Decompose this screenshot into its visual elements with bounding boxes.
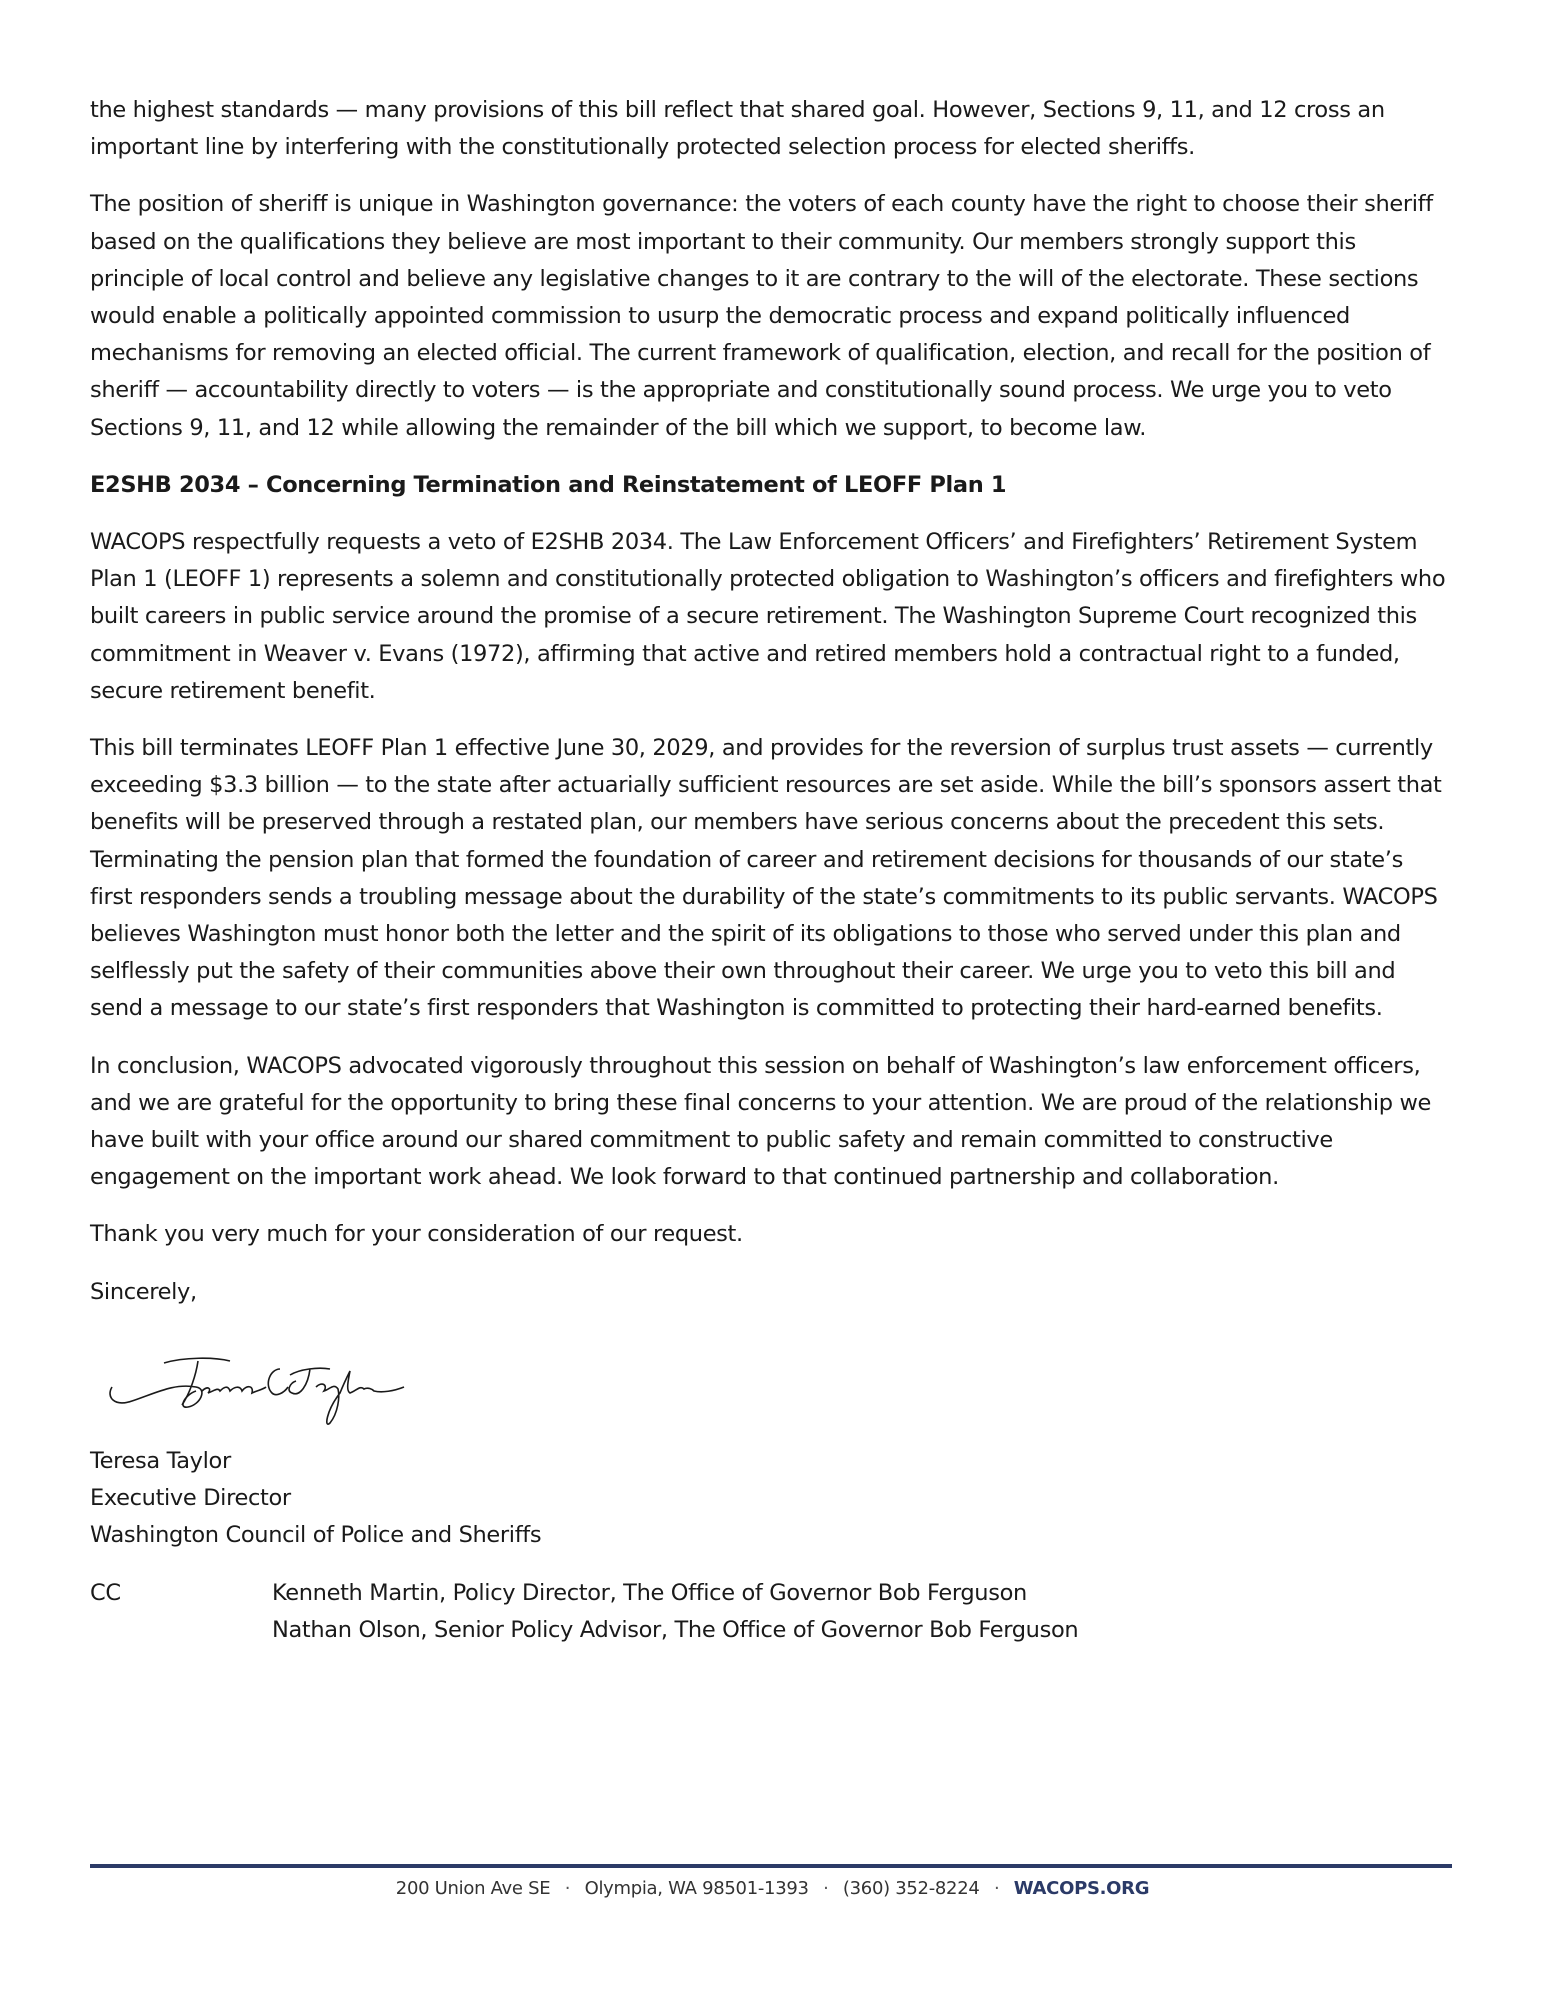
signer-title: Executive Director [90,1485,291,1512]
paragraph-sheriff-position: The position of sheriff is unique in Washington governance: the voters of each county have the right to choose their sheriff based on the qualifications they believe are most important to their community. Our members strongly support this principle of local control and believe any legislative changes to it are contrary to the will of the electorate. These sections would enable a politically appointed commission to usurp the democratic process and expand politically influenced mechanisms for removing an elected official. The current framework of qualification, election, and recall for the position of sheriff — accountability directly to voters — is the appropriate and constitutionally sound process. We urge you to veto Sections 9, 11, and 12 while allowing the remainder of the bill which we support, to become law. [90,191,1433,441]
cc-recipient: Kenneth Martin, Policy Director, The Office of Governor Bob Ferguson [272,1579,1027,1606]
footer-phone: (360) 352-8224 [842,1878,980,1899]
cc-recipient: Nathan Olson, Senior Policy Advisor, The Office of Governor Bob Ferguson [272,1616,1079,1643]
paragraph-conclusion: In conclusion, WACOPS advocated vigorously throughout this session on behalf of Washington’s law enforcement officers, and we are grateful for the opportunity to bring these final concerns to your attention. We are proud of the relationship we have built with your office around our shared commitment to public safety and remain committed to constructive engagement on the important work ahead. We look forward to that continued partnership and collaboration. [90,1052,1432,1191]
cc-recipients [272,1575,1078,1649]
footer-separator: · [823,1878,829,1899]
cc-block [90,1575,1450,1649]
paragraph-leoff-veto-request: WACOPS respectfully requests a veto of E2SHB 2034. The Law Enforcement Officers’ and Firefighters’ Retirement System Plan 1 (LEOFF 1) represents a solemn and constitutionally protected obligation to Washington’s officers and firefighters who built careers in public service around the promise of a secure retirement. The Washington Supreme Court recognized this commitment in Weaver v. Evans (1972), affirming that active and retired members hold a contractual right to a funded, secure retirement benefit. [90,529,1446,704]
footer-separator: · [564,1878,571,1899]
signature-icon [104,1335,424,1435]
footer [0,1878,1545,1899]
cc-label: CC [90,1579,121,1606]
paragraph-leoff-termination: This bill terminates LEOFF Plan 1 effective June 30, 2029, and provides for the reversion of surplus trust assets — currently exceeding $3.3 billion — to the state after actuarially sufficient resources are set aside. While the bill’s sponsors assert that benefits will be preserved through a restated plan, our members have serious concerns about the precedent this sets. Terminating the pension plan that formed the foundation of career and retirement decisions for thousands of our state’s first responders sends a troubling message about the durability of the state’s commitments to its public servants. WACOPS believes Washington must honor both the letter and the spirit of its obligations to those who served under this plan and selflessly put the safety of their communities above their own throughout their career. We urge you to veto this bill and send a message to our state’s first responders that Washington is committed to protecting their hard-earned benefits. [90,735,1442,1022]
footer-website-link[interactable]: WACOPS.ORG [1013,1878,1150,1899]
footer-city: Olympia, WA 98501-1393 [584,1878,809,1899]
footer-address: 200 Union Ave SE [395,1878,551,1899]
section-heading-e2shb-2034: E2SHB 2034 – Concerning Termination and Reinstatement of LEOFF Plan 1 [90,471,1007,498]
paragraph-thank-you: Thank you very much for your consideration of our request. [90,1221,743,1248]
signature-block [90,1443,1450,1555]
footer-divider [90,1864,1452,1868]
paragraph-sheriff-intro: the highest standards — many provisions of this bill reflect that shared goal. However, Sections 9, 11, and 12 cross an important line by interfering with the constitutionally protected selection process for elected sheriffs. [90,97,1385,161]
handwritten-signature [90,1331,1450,1435]
signer-organization: Washington Council of Police and Sheriffs [90,1522,542,1549]
closing-salutation: Sincerely, [90,1278,197,1305]
footer-separator: · [993,1878,1000,1899]
signer-name: Teresa Taylor [90,1447,231,1474]
letter-page [90,92,1450,1649]
